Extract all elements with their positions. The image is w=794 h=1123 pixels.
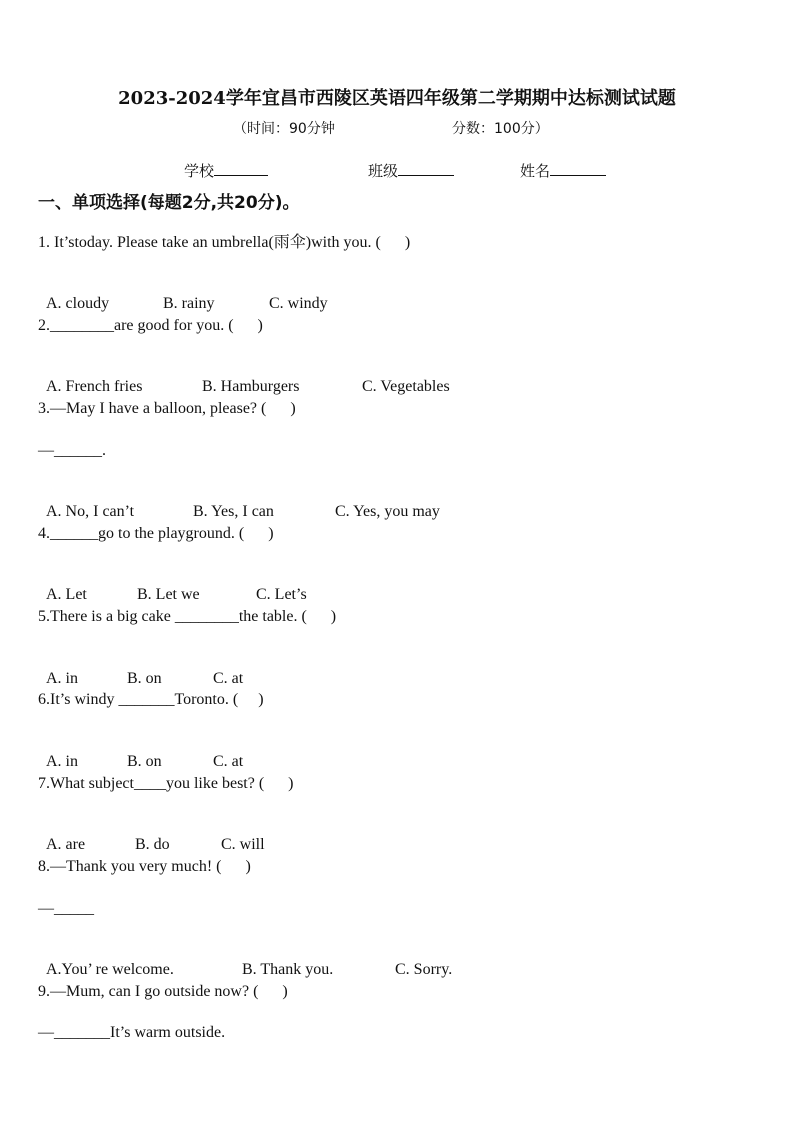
question-stem: 7.What subject____you like best? ( ) [38, 775, 294, 792]
question-stem: 1. It’stoday. Please take an umbrella(雨伞)with you. ( ) [38, 234, 411, 251]
question-stem: 9.—Mum, can I go outside now? ( ) [38, 983, 288, 1000]
question-answer-line: —_____ [38, 900, 94, 917]
exam-time: （时间：90分钟 [233, 121, 335, 137]
option-c: C. Let’s [256, 586, 307, 603]
school-label: 学校 [184, 162, 215, 180]
question-stem: 5.There is a big cake ________the table. ( ) [38, 608, 337, 625]
option-b: B. Yes, I can [193, 503, 274, 520]
option-b: B. Hamburgers [202, 378, 300, 395]
question-options [38, 357, 450, 397]
question-options [38, 649, 243, 689]
option-b: B. on [127, 753, 162, 770]
school-field [184, 160, 268, 181]
question-stem: 6.It’s windy _______Toronto. ( ) [38, 691, 264, 708]
option-b: B. do [135, 836, 170, 853]
question-options [38, 732, 243, 772]
option-c: C. Vegetables [362, 378, 450, 395]
option-b: B. Thank you. [242, 961, 334, 978]
option-c: C. at [213, 670, 244, 687]
question-stem: 8.—Thank you very much! ( ) [38, 858, 251, 875]
option-c: C. at [213, 753, 244, 770]
class-field [368, 160, 454, 181]
name-blank [550, 161, 606, 176]
name-field [520, 160, 606, 181]
exam-title: 2023-2024学年宜昌市西陵区英语四年级第二学期期中达标测试试题 [118, 88, 676, 109]
option-a: A. are [46, 836, 86, 853]
option-a: A. No, I can’t [46, 503, 135, 520]
class-label: 班级 [368, 162, 399, 180]
option-a: A. in [46, 753, 78, 770]
question-answer-line: —______. [38, 442, 106, 459]
section-heading: 一、单项选择(每题2分,共20分)。 [38, 193, 300, 213]
option-a: A. Let [46, 586, 87, 603]
class-blank [398, 161, 454, 176]
name-label: 姓名 [520, 162, 551, 180]
question-stem: 4.______go to the playground. ( ) [38, 525, 274, 542]
option-b: B. rainy [163, 295, 215, 312]
option-a: A.You’ re welcome. [46, 961, 174, 978]
option-c: C. Sorry. [395, 961, 453, 978]
option-a: A. in [46, 670, 78, 687]
question-options [38, 274, 328, 314]
question-options [38, 940, 452, 980]
question-stem: 2.________are good for you. ( ) [38, 317, 263, 334]
question-answer-line: —_______It’s warm outside. [38, 1024, 226, 1041]
school-blank [214, 161, 268, 176]
option-a: A. French fries [46, 378, 143, 395]
option-c: C. Yes, you may [335, 503, 440, 520]
option-b: B. on [127, 670, 162, 687]
question-stem: 3.—May I have a balloon, please? ( ) [38, 400, 296, 417]
option-c: C. windy [269, 295, 328, 312]
question-options [38, 565, 307, 605]
option-c: C. will [221, 836, 265, 853]
exam-score: 分数：100分） [452, 121, 549, 137]
option-a: A. cloudy [46, 295, 110, 312]
question-options [38, 815, 265, 855]
question-options [38, 482, 440, 522]
option-b: B. Let we [137, 586, 200, 603]
